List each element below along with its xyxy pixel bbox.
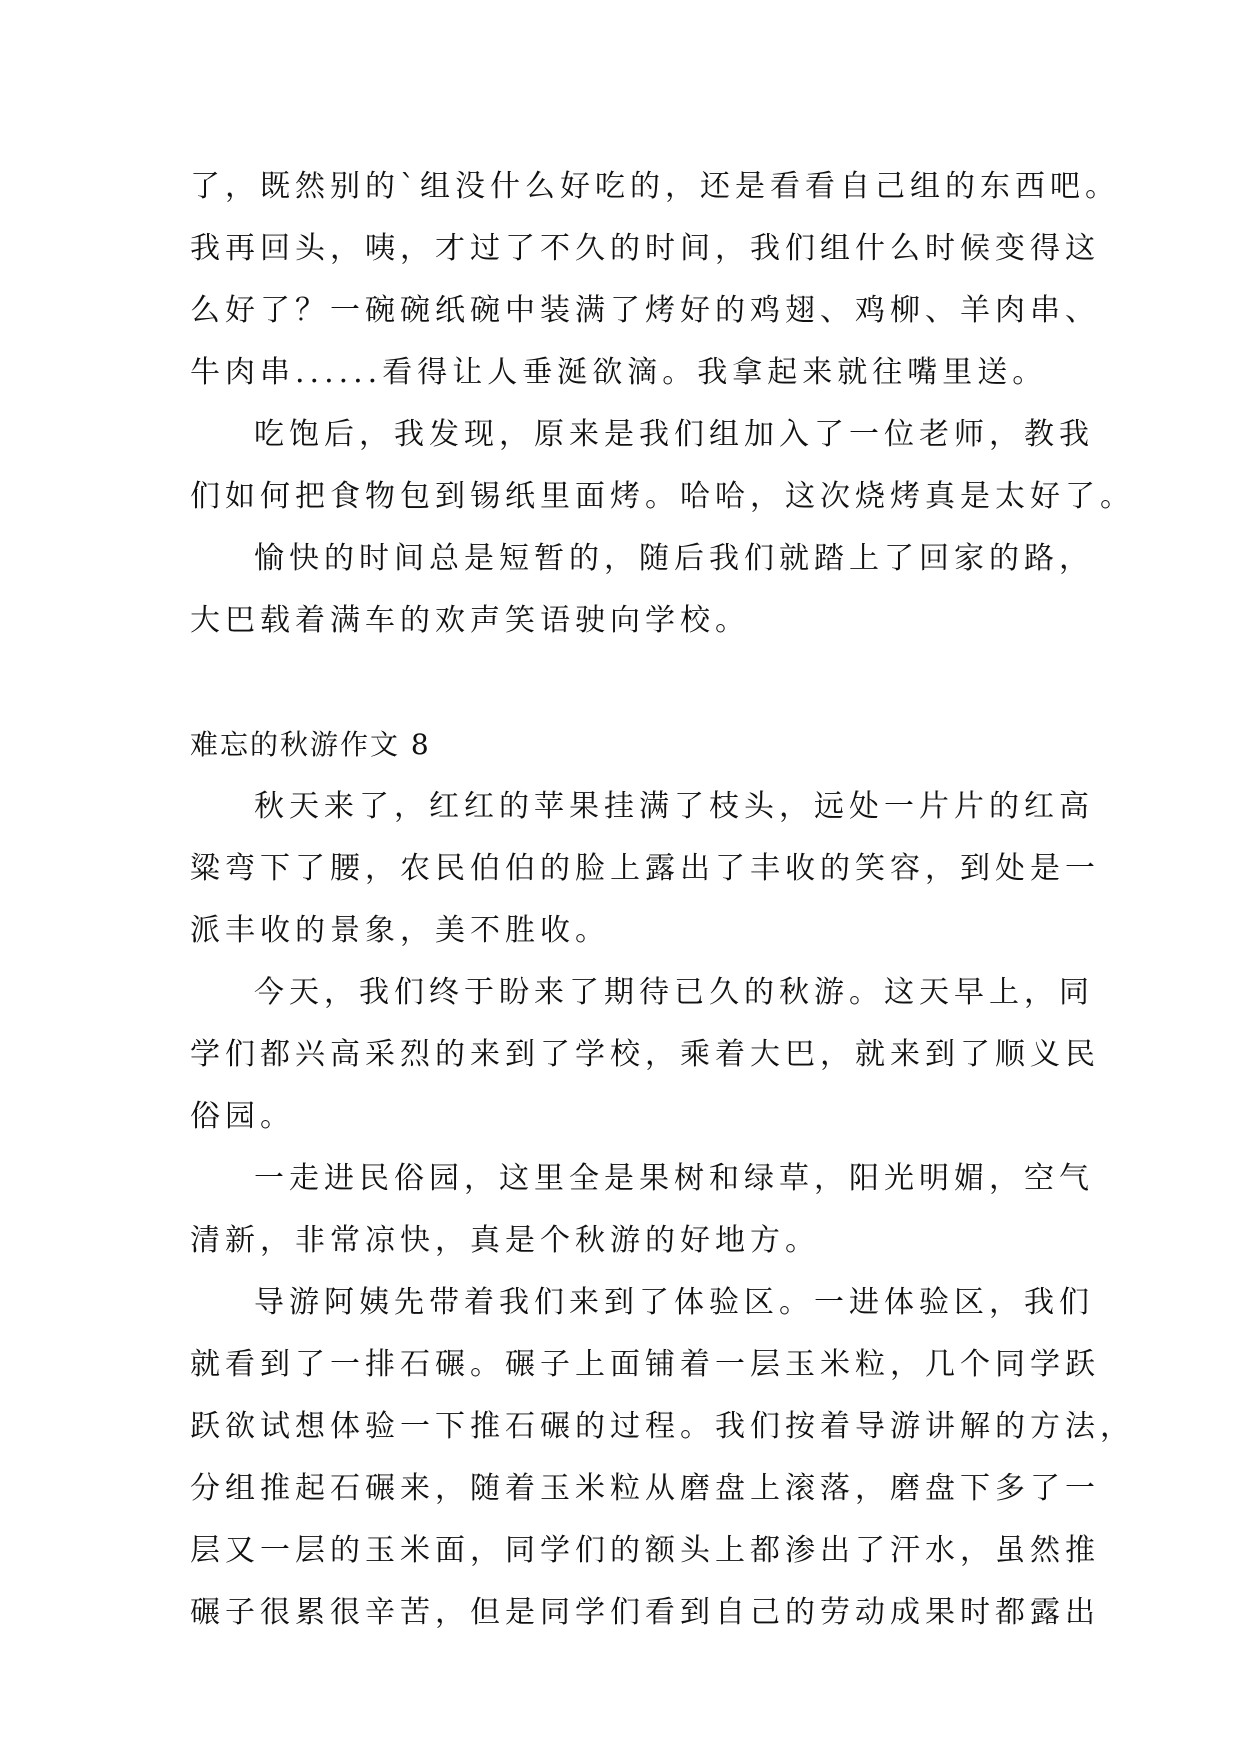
paragraph bbox=[190, 776, 1100, 962]
paragraphs-top bbox=[190, 156, 1135, 652]
paragraph bbox=[190, 1148, 1094, 1272]
text-line: 导游阿姨先带着我们来到了体验区。一进体验区，我们 bbox=[254, 1285, 1094, 1320]
text-line: 俗园。 bbox=[190, 1099, 295, 1134]
text-line: 一走进民俗园，这里全是果树和绿草，阳光明媚，空气 bbox=[254, 1161, 1094, 1196]
paragraph bbox=[190, 528, 1094, 652]
text-line: 吃饱后，我发现，原来是我们组加入了一位老师，教我 bbox=[254, 417, 1094, 452]
text-line: 我再回头，咦，才过了不久的时间，我们组什么时候变得这 bbox=[190, 231, 1100, 266]
paragraph bbox=[190, 962, 1100, 1148]
text-line: 派丰收的景象，美不胜收。 bbox=[190, 913, 610, 948]
text-line: 们如何把食物包到锡纸里面烤。哈哈，这次烧烤真是太好了。 bbox=[190, 479, 1135, 514]
document-page bbox=[190, 156, 1135, 1644]
text-line: 清新，非常凉快，真是个秋游的好地方。 bbox=[190, 1223, 820, 1258]
text-line: 分组推起石碾来，随着玉米粒从磨盘上滚落，磨盘下多了一 bbox=[190, 1471, 1100, 1506]
text-line: 秋天来了，红红的苹果挂满了枝头，远处一片片的红高 bbox=[254, 789, 1094, 824]
paragraphs-bottom bbox=[190, 776, 1135, 1644]
text-line: 就看到了一排石碾。碾子上面铺着一层玉米粒，几个同学跃 bbox=[190, 1347, 1100, 1382]
paragraph bbox=[190, 404, 1135, 528]
text-line: 跃欲试想体验一下推石碾的过程。我们按着导游讲解的方法， bbox=[190, 1409, 1135, 1444]
text-line: 碾子很累很辛苦，但是同学们看到自己的劳动成果时都露出 bbox=[190, 1595, 1100, 1630]
text-line: 了，既然别的`组没什么好吃的，还是看看自己组的东西吧。 bbox=[190, 169, 1120, 204]
text-line: 今天，我们终于盼来了期待已久的秋游。这天早上，同 bbox=[254, 975, 1094, 1010]
text-line: 么好了？一碗碗纸碗中装满了烤好的鸡翅、鸡柳、羊肉串、 bbox=[190, 293, 1100, 328]
text-line: 牛肉串......看得让人垂涎欲滴。我拿起来就往嘴里送。 bbox=[190, 355, 1048, 390]
section-heading: 难忘的秋游作文 8 bbox=[190, 728, 431, 761]
text-line: 粱弯下了腰，农民伯伯的脸上露出了丰收的笑容，到处是一 bbox=[190, 851, 1100, 886]
text-line: 大巴载着满车的欢声笑语驶向学校。 bbox=[190, 603, 750, 638]
paragraph bbox=[190, 1272, 1135, 1644]
text-line: 学们都兴高采烈的来到了学校，乘着大巴，就来到了顺义民 bbox=[190, 1037, 1100, 1072]
paragraph bbox=[190, 156, 1120, 404]
text-line: 愉快的时间总是短暂的，随后我们就踏上了回家的路， bbox=[254, 541, 1094, 576]
text-line: 层又一层的玉米面，同学们的额头上都渗出了汗水，虽然推 bbox=[190, 1533, 1100, 1568]
